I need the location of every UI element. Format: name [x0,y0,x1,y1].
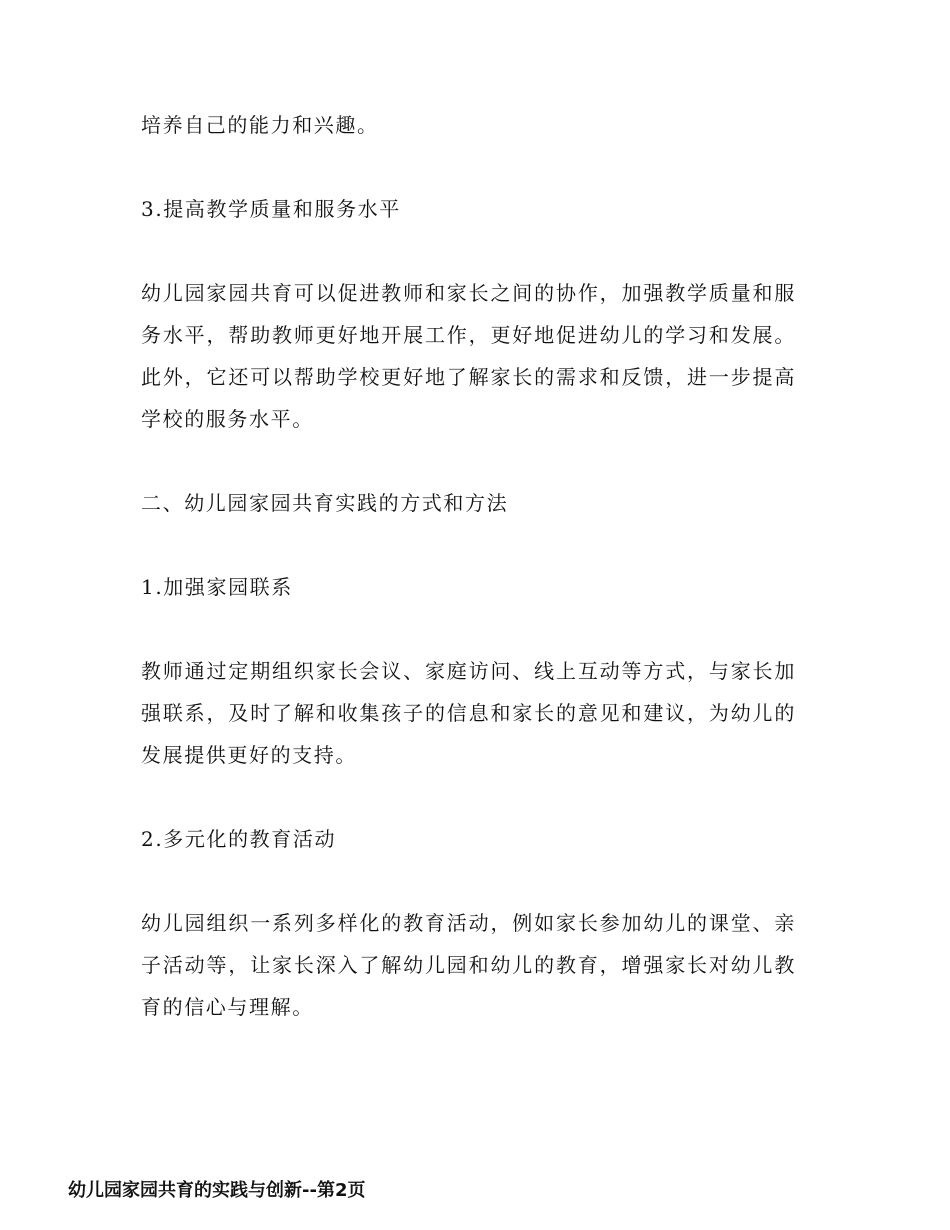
chapter-heading-2: 二、幼儿园家园共育实践的方式和方法 [141,491,509,515]
section-heading-3: 3.提高教学质量和服务水平 [141,197,401,221]
section-heading-1: 1.加强家园联系 [141,575,293,599]
page-footer: 幼儿园家园共育的实践与创新--第2页 [68,1180,366,1201]
section-heading-2: 2.多元化的教育活动 [141,827,337,851]
document-body [141,104,796,1028]
paragraph-teaching-quality: 幼儿园家园共育可以促进教师和家长之间的协作，加强教学质量和服务水平，帮助教师更好地开展工作，更好地促进幼儿的学习和发展。此外，它还可以帮助学校更好地了解家长的需求和反馈，进一步提高学校的服务水平。 [141,281,796,431]
paragraph-home-contact: 教师通过定期组织家长会议、家庭访问、线上互动等方式，与家长加强联系，及时了解和收集孩子的信息和家长的意见和建议，为幼儿的发展提供更好的支持。 [141,659,796,767]
paragraph-education-activities: 幼儿园组织一系列多样化的教育活动，例如家长参加幼儿的课堂、亲子活动等，让家长深入了解幼儿园和幼儿的教育，增强家长对幼儿教育的信心与理解。 [141,911,796,1019]
paragraph-continued: 培养自己的能力和兴趣。 [141,113,379,137]
